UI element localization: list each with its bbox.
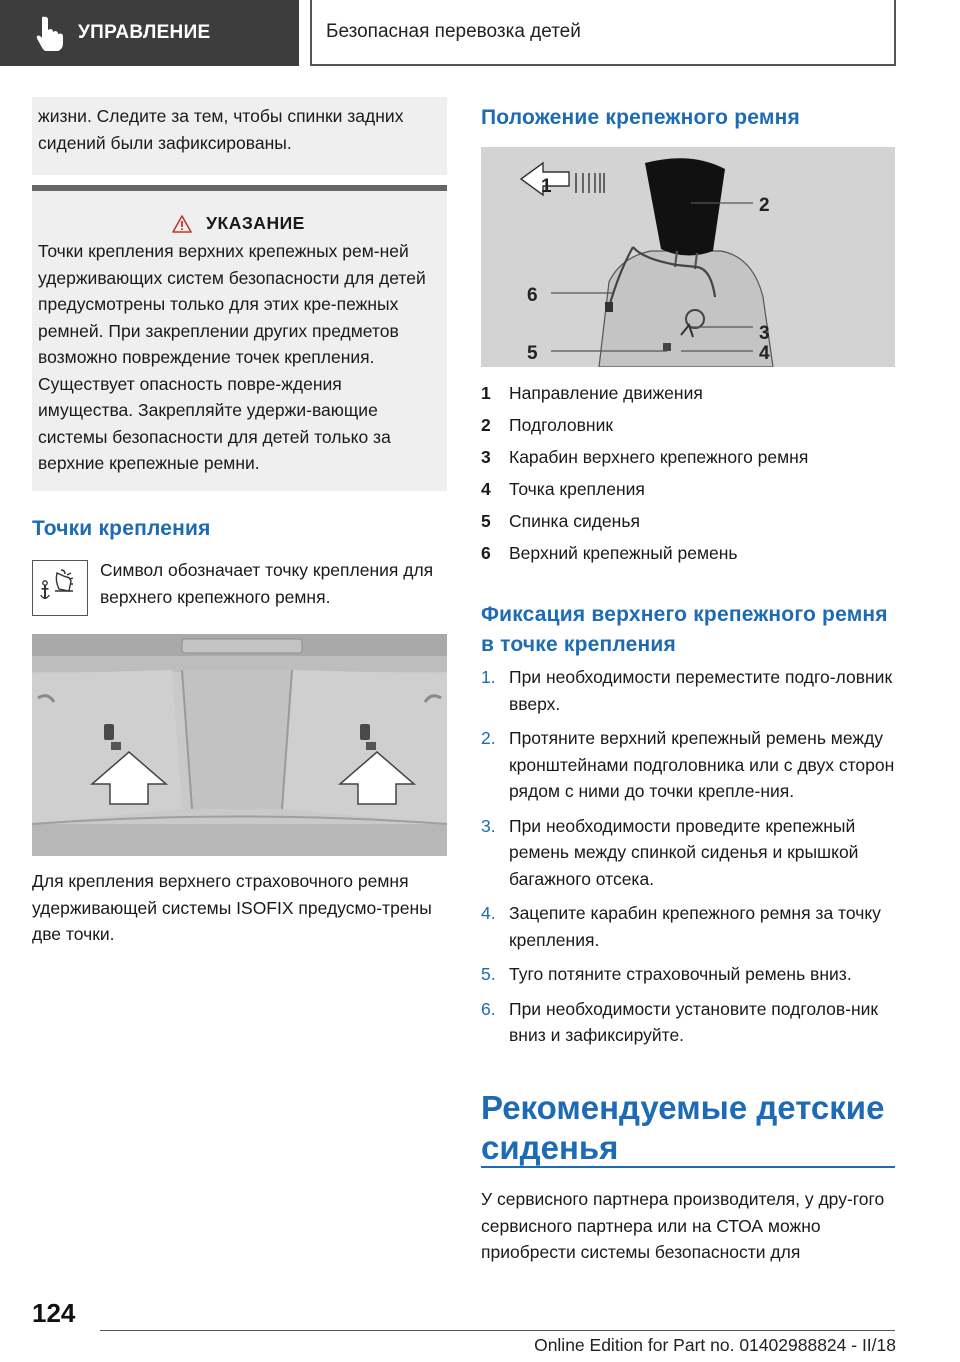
step-text: Протяните верхний крепежный ремень между кронштейнами подголовника или с двух сторон рядом с ними до точки крепле-ния. [509, 728, 895, 801]
step-text: Туго потяните страховочный ремень вниз. [509, 964, 852, 984]
trunk-anchor-photo [32, 634, 447, 856]
fig-label-4: 4 [759, 343, 770, 364]
legend-item [481, 505, 895, 537]
headrest-strap-figure [481, 147, 895, 367]
legend-item [481, 441, 895, 473]
legend-item [481, 537, 895, 569]
fixing-section [481, 600, 895, 660]
notice-heading [38, 213, 439, 234]
legend-number: 6 [481, 542, 491, 563]
fig-label-6: 6 [527, 285, 538, 306]
heading-rule [481, 1166, 895, 1168]
chapter-title: Безопасная перевозка детей [326, 21, 581, 42]
legend-text: Подголовник [509, 414, 614, 435]
legend-item [481, 377, 895, 409]
anchor-symbol-icon [32, 560, 88, 616]
step-item [481, 961, 895, 988]
anchor-points-heading: Точки крепления [32, 517, 211, 540]
step-text: При необходимости переместите подго-ловник вверх. [509, 667, 893, 714]
notice-title: УКАЗАНИЕ [206, 213, 305, 233]
step-number: 6. [481, 998, 496, 1019]
legend-number: 3 [481, 446, 491, 467]
legend-item [481, 409, 895, 441]
step-text: При необходимости установите подголов-ник вниз и зафиксируйте. [509, 998, 879, 1045]
chapter-header [310, 0, 896, 66]
step-number: 4. [481, 903, 496, 923]
warning-triangle-icon [172, 215, 192, 233]
legend-text: Направление движения [509, 382, 703, 403]
figure-legend [481, 377, 895, 569]
step-number: 3. [481, 815, 496, 836]
step-item [481, 813, 895, 893]
footer-rule [100, 1330, 895, 1331]
notice-box [32, 185, 447, 491]
legend-number: 4 [481, 478, 491, 499]
step-number: 1. [481, 667, 496, 687]
step-number: 5. [481, 964, 496, 984]
legend-text: Карабин верхнего крепежного ремня [509, 446, 809, 467]
strap-position-section [481, 103, 800, 133]
step-item [481, 725, 895, 805]
legend-number: 5 [481, 510, 491, 531]
section-tab[interactable] [0, 0, 299, 66]
step-number: 2. [481, 728, 496, 748]
recommended-seats-heading: Рекомендуемые детские сиденья [481, 1089, 885, 1166]
legend-text: Спинка сиденья [509, 510, 640, 531]
notice-text: Точки крепления верхних крепежных рем-ней удерживающих систем безопасности для детей предусмотрены только для этих кре-пежных ремней. При закреплении других предметов возможно повреждение точек крепления. Существует опасность повре-ждения имущества. Закрепляйте удержи-вающие системы безопасности для детей только за верхние крепежные ремни. [38, 241, 426, 473]
hand-pointer-icon [34, 15, 64, 51]
legend-number: 1 [481, 382, 491, 403]
fixing-heading: Фиксация верхнего крепежного ремня в точке крепления [481, 603, 888, 656]
section-title: УПРАВЛЕНИЕ [78, 22, 211, 43]
legend-number: 2 [481, 414, 491, 435]
fixing-steps [481, 664, 895, 1057]
warning-continued-text: жизни. Следите за тем, чтобы спинки задних сидений были зафиксированы. [38, 106, 404, 153]
fig-label-3: 3 [759, 323, 770, 344]
anchor-points-section [32, 514, 211, 544]
footer-edition: Online Edition for Part no. 01402988824 - II/18 [534, 1335, 896, 1355]
anchor-symbol-text: Символ обозначает точку крепления для верхнего крепежного ремня. [100, 560, 434, 607]
warning-continued-box [32, 97, 447, 175]
legend-text: Точка крепления [509, 478, 645, 499]
page-number: 124 [32, 1298, 76, 1328]
fig-label-1: 1 [541, 176, 552, 197]
fig-label-2: 2 [759, 195, 770, 216]
step-item [481, 900, 895, 953]
recommended-seats-text: У сервисного партнера производителя, у дру-гого сервисного партнера или на СТОА можно приобрести системы безопасности для [481, 1189, 885, 1262]
step-text: При необходимости проведите крепежный ремень между спинкой сиденья и крышкой багажного отсека. [509, 815, 859, 889]
trunk-description: Для крепления верхнего страховочного ремня удерживающей системы ISOFIX предусмо-трены две точки. [32, 871, 432, 944]
step-item [481, 996, 895, 1049]
legend-item [481, 473, 895, 505]
legend-text: Верхний крепежный ремень [509, 542, 738, 563]
step-text: Зацепите карабин крепежного ремня за точку крепления. [509, 903, 881, 950]
strap-position-heading: Положение крепежного ремня [481, 106, 800, 129]
step-item [481, 664, 895, 717]
fig-label-5: 5 [527, 343, 538, 364]
